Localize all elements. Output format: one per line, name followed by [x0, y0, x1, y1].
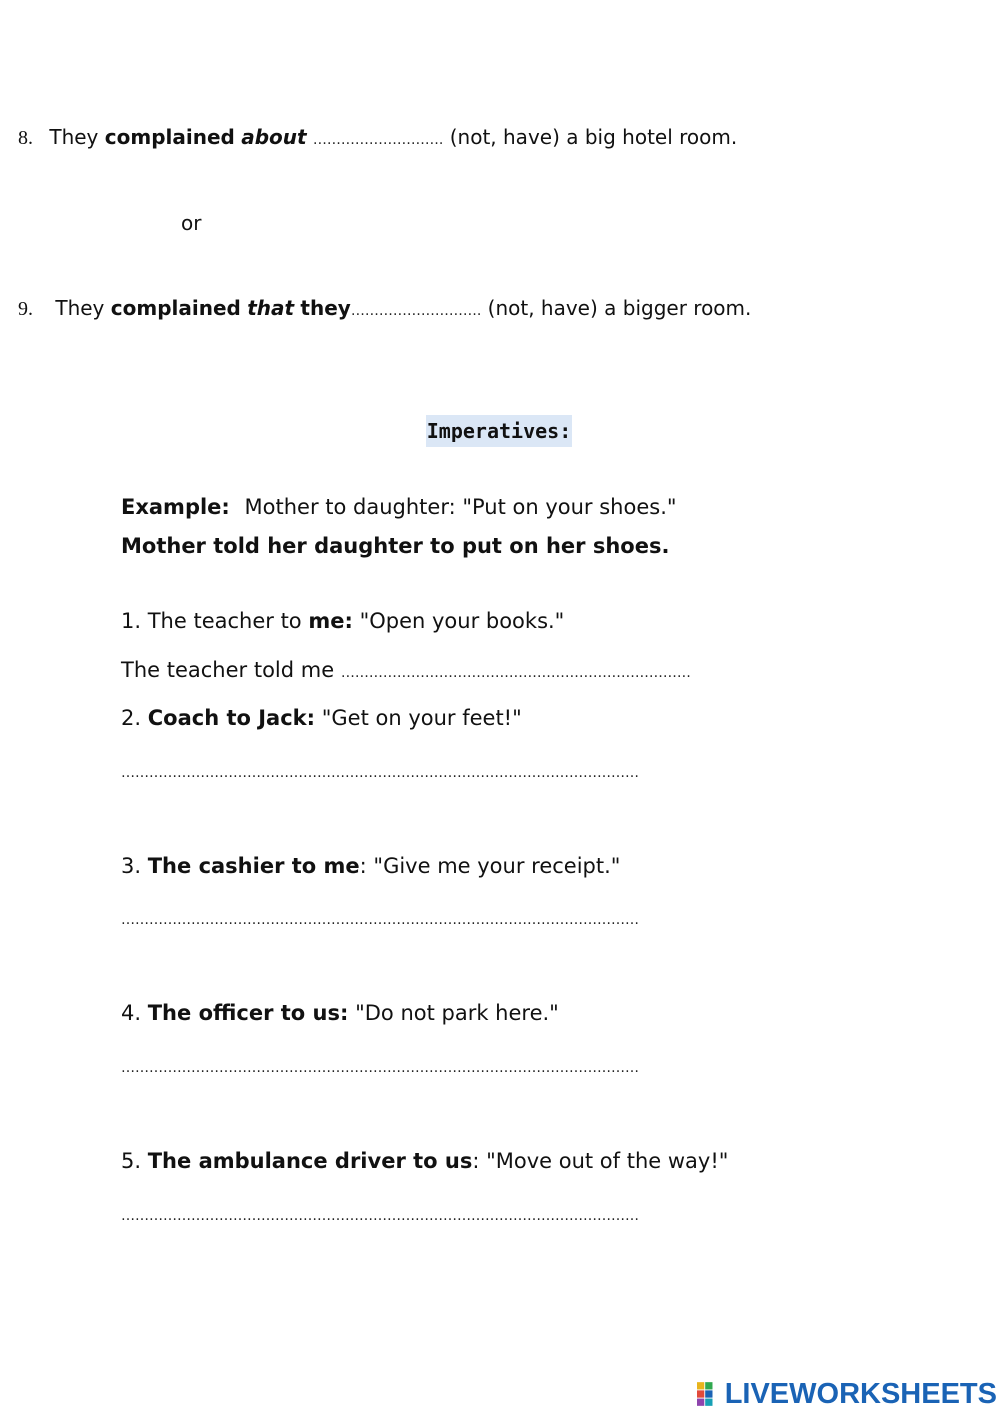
liveworksheets-logo-icon — [697, 1379, 721, 1409]
question-text-pre: They — [49, 125, 99, 149]
question-number: 3. — [121, 854, 142, 878]
imperative-question-4 — [121, 1000, 559, 1026]
example-label: Example: — [121, 495, 230, 519]
answer-blank[interactable]: ………………………. — [350, 303, 482, 319]
example-answer: Mother told her daughter to put on her shoes. — [121, 534, 670, 558]
or-separator: or — [181, 211, 202, 235]
question-number: 1. — [121, 609, 142, 633]
question-speaker: The cashier to me — [147, 854, 360, 878]
answer-blank-5[interactable]: ………………………………………………………………………………………………… — [121, 1208, 639, 1224]
question-speaker: Coach to Jack: — [147, 706, 316, 730]
question-quote: "Get on your feet!" — [321, 706, 522, 730]
question-text-pre: The teacher to — [147, 609, 302, 633]
keyword-complained: complained — [104, 125, 235, 149]
question-text-post: (not, have) a bigger room. — [487, 296, 752, 320]
imperative-question-3 — [121, 853, 620, 879]
question-number: 2. — [121, 706, 142, 730]
answer-blank[interactable]: ………………………. — [312, 132, 444, 148]
imperative-question-5 — [121, 1148, 728, 1174]
example-text: Mother to daughter: "Put on your shoes." — [244, 495, 677, 519]
question-quote: "Open your books." — [359, 609, 565, 633]
keyword-they: they — [300, 296, 351, 320]
question-quote: : "Move out of the way!" — [472, 1149, 729, 1173]
liveworksheets-brand — [697, 1376, 997, 1412]
imperative-question-1 — [121, 608, 564, 634]
question-speaker: me: — [308, 609, 353, 633]
example-line — [121, 494, 677, 520]
question-number: 8. — [18, 127, 33, 149]
question-number: 5. — [121, 1149, 142, 1173]
question-quote: "Do not park here." — [355, 1001, 559, 1025]
question-speaker: The ambulance driver to us — [147, 1149, 473, 1173]
answer-blank-4[interactable]: ………………………………………………………………………………………………… — [121, 1060, 639, 1076]
question-number: 9. — [18, 298, 33, 320]
question-speaker: The officer to us: — [147, 1001, 349, 1025]
answer-blank-2[interactable]: ………………………………………………………………………………………………… — [121, 765, 639, 781]
question-text-post: (not, have) a big hotel room. — [449, 125, 738, 149]
answer-blank-3[interactable]: ………………………………………………………………………………………………… — [121, 912, 639, 928]
section-heading: Imperatives: — [426, 415, 572, 447]
answer-prefix: The teacher told me — [121, 658, 335, 682]
brand-name: LIVEWORKSHEETS — [724, 1377, 997, 1410]
keyword-about: about — [241, 125, 307, 149]
question-8 — [18, 124, 737, 153]
keyword-complained: complained — [110, 296, 241, 320]
keyword-that: that — [247, 296, 295, 320]
question-text-pre: They — [55, 296, 105, 320]
question-number: 4. — [121, 1001, 142, 1025]
imperative-answer-1 — [121, 657, 691, 686]
answer-blank[interactable]: ………………………………………………………………… — [340, 665, 691, 681]
question-9 — [18, 295, 751, 324]
imperative-question-2 — [121, 705, 522, 731]
question-quote: : "Give me your receipt." — [359, 854, 621, 878]
